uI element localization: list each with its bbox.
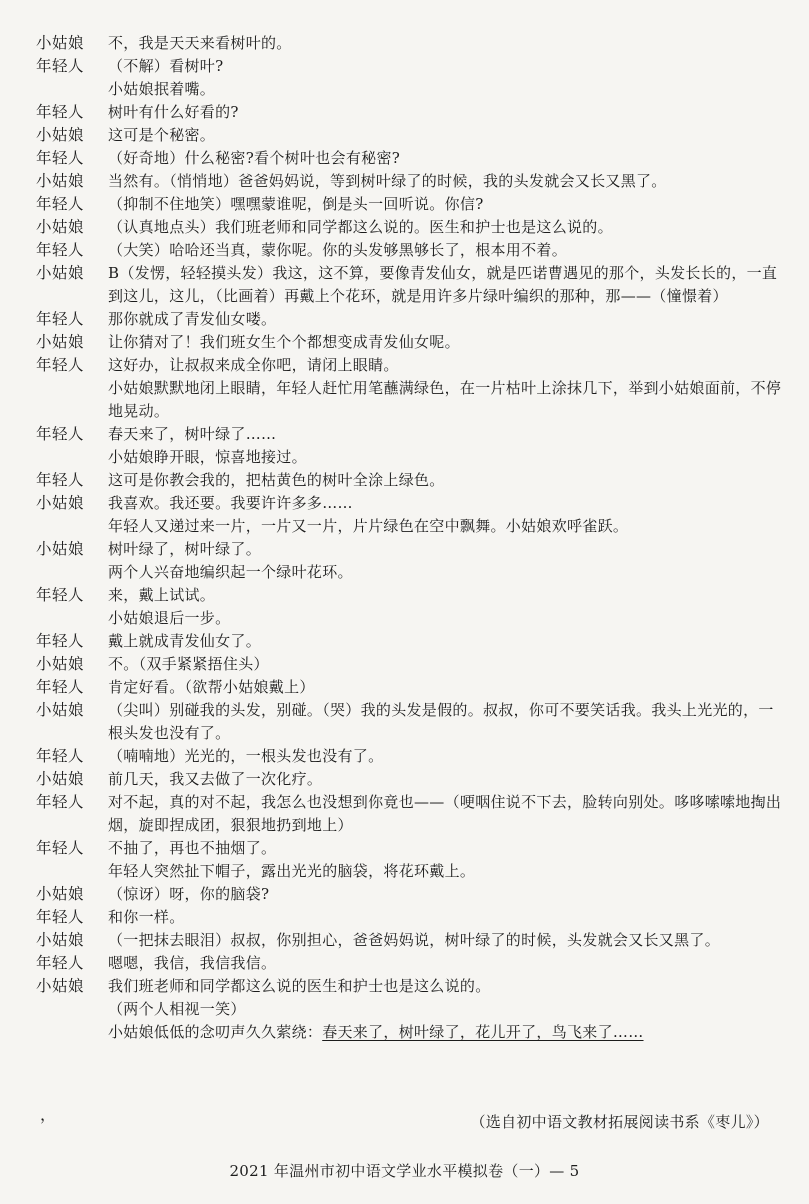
dialogue-line <box>36 768 786 791</box>
dialogue-line <box>36 653 786 676</box>
dialogue-line <box>36 216 786 239</box>
dialogue-line <box>36 745 786 768</box>
speaker-name: 小姑娘 <box>36 34 85 52</box>
dialogue-text: 我们班老师和同学都这么说的医生和护士也是这么说的。 <box>108 977 491 995</box>
speaker-name: 小姑娘 <box>36 264 85 282</box>
speaker-name: 小姑娘 <box>36 977 85 995</box>
speaker-name: 年轻人 <box>36 908 85 926</box>
page-footer: 2021 年温州市初中语文学业水平模拟卷（一）— 5 <box>229 1162 580 1180</box>
final-line-underlined: 春天来了，树叶绿了，花儿开了，鸟飞来了…… <box>322 1023 644 1041</box>
stage-direction-text: 小姑娘抿着嘴。 <box>108 80 216 98</box>
speaker-name: 年轻人 <box>36 425 85 443</box>
dialogue-line <box>36 952 786 975</box>
dialogue-line <box>36 331 786 354</box>
speaker-name: 年轻人 <box>36 241 85 259</box>
dialogue-text: B（发愣，轻轻摸头发）我这，这不算，要像青发仙女，就是匹诺曹遇见的那个，头发长长的，一直到这儿，这儿，（比画着）再戴上个花环，就是用许多片绿叶编织的那种，那——（憧憬着） <box>108 264 778 305</box>
dialogue-text: （大笑）哈哈还当真，蒙你呢。你的头发够黑够长了，根本用不着。 <box>108 241 568 259</box>
speaker-name: 年轻人 <box>36 747 85 765</box>
speaker-name: 小姑娘 <box>36 931 85 949</box>
dialogue-line <box>36 837 786 860</box>
stage-direction <box>36 860 786 883</box>
dialogue-text: （好奇地）什么秘密?看个树叶也会有秘密? <box>108 149 401 167</box>
dialogue-line <box>36 55 786 78</box>
dialogue-line <box>36 883 786 906</box>
dialogue-text: 肯定好看。（欲帮小姑娘戴上） <box>108 678 315 696</box>
dialogue-line <box>36 630 786 653</box>
dialogue-text: 让你猜对了！我们班女生个个都想变成青发仙女呢。 <box>108 333 460 351</box>
dialogue-text: 来，戴上试试。 <box>108 586 216 604</box>
speaker-name: 年轻人 <box>36 57 85 75</box>
dialogue-text: 前几天，我又去做了一次化疗。 <box>108 770 323 788</box>
dialogue-line <box>36 676 786 699</box>
speaker-name: 小姑娘 <box>36 172 85 190</box>
dialogue-line <box>36 975 786 998</box>
speaker-name: 小姑娘 <box>36 218 85 236</box>
dialogue-line <box>36 147 786 170</box>
speaker-name: 年轻人 <box>36 356 85 374</box>
dialogue-line <box>36 584 786 607</box>
speaker-name: 年轻人 <box>36 632 85 650</box>
dialogue-line <box>36 538 786 561</box>
speaker-name: 年轻人 <box>36 839 85 857</box>
stage-direction <box>36 515 786 538</box>
dialogue-line <box>36 32 786 55</box>
dialogue-line <box>36 124 786 147</box>
dialogue-line <box>36 262 786 308</box>
source-citation: （选自初中语文教材拓展阅读书系《枣儿》） <box>470 1113 769 1131</box>
dialogue-text: 树叶有什么好看的? <box>108 103 239 121</box>
speaker-name: 小姑娘 <box>36 655 85 673</box>
speaker-name: 小姑娘 <box>36 885 85 903</box>
dialogue-text: 树叶绿了，树叶绿了。 <box>108 540 262 558</box>
dialogue-text: 戴上就成青发仙女了。 <box>108 632 262 650</box>
speaker-name: 年轻人 <box>36 954 85 972</box>
speaker-name: 小姑娘 <box>36 540 85 558</box>
dialogue-line <box>36 699 786 745</box>
dialogue-line <box>36 469 786 492</box>
speaker-name: 年轻人 <box>36 310 85 328</box>
dialogue-line <box>36 791 786 837</box>
dialogue-text: （不解）看树叶? <box>108 57 224 75</box>
stage-direction-text: 小姑娘退后一步。 <box>108 609 231 627</box>
play-script <box>36 32 786 1044</box>
speaker-name: 年轻人 <box>36 103 85 121</box>
dialogue-line <box>36 239 786 262</box>
stage-direction <box>36 561 786 584</box>
dialogue-line <box>36 929 786 952</box>
dialogue-line <box>36 308 786 331</box>
stage-direction-text: 两个人兴奋地编织起一个绿叶花环。 <box>108 563 353 581</box>
dialogue-text: 和你一样。 <box>108 908 185 926</box>
speaker-name: 年轻人 <box>36 471 85 489</box>
dialogue-text: 对不起，真的对不起，我怎么也没想到你竟也——（哽咽住说不下去，脸转向别处。哆哆嗦嗦地掏出烟，旋即捏成团，狠狠地扔到地上） <box>108 793 782 834</box>
dialogue-text: 那你就成了青发仙女喽。 <box>108 310 277 328</box>
dialogue-text: （抑制不住地笑）嘿嘿蒙谁呢，倒是头一回听说。你信? <box>108 195 484 213</box>
dialogue-line <box>36 906 786 929</box>
speaker-name: 年轻人 <box>36 586 85 604</box>
dialogue-text: 这可是个秘密。 <box>108 126 216 144</box>
margin-mark: ， <box>40 1105 57 1124</box>
stage-direction-text: 小姑娘睁开眼，惊喜地接过。 <box>108 448 307 466</box>
speaker-name: 年轻人 <box>36 793 85 811</box>
dialogue-text: 春天来了，树叶绿了…… <box>108 425 277 443</box>
dialogue-line <box>36 423 786 446</box>
speaker-name: 小姑娘 <box>36 701 85 719</box>
dialogue-text: 当然有。（悄悄地）爸爸妈妈说，等到树叶绿了的时候，我的头发就会又长又黑了。 <box>108 172 667 190</box>
dialogue-line <box>36 101 786 124</box>
dialogue-text: （惊讶）呀，你的脑袋? <box>108 885 270 903</box>
speaker-name: 小姑娘 <box>36 770 85 788</box>
stage-direction-text: 年轻人突然扯下帽子，露出光光的脑袋，将花环戴上。 <box>108 862 476 880</box>
dialogue-line <box>36 193 786 216</box>
dialogue-text: （喃喃地）光光的，一根头发也没有了。 <box>108 747 384 765</box>
stage-direction-text: （两个人相视一笑） <box>108 1000 246 1018</box>
speaker-name: 小姑娘 <box>36 494 85 512</box>
final-line-prefix: 小姑娘低低的念叨声久久萦绕： <box>108 1023 323 1041</box>
stage-direction <box>36 998 786 1021</box>
dialogue-text: 我喜欢。我还要。我要许许多多…… <box>108 494 353 512</box>
dialogue-text: （一把抹去眼泪）叔叔，你别担心，爸爸妈妈说，树叶绿了的时候，头发就会又长又黑了。 <box>108 931 721 949</box>
stage-direction <box>36 78 786 101</box>
final-stage-direction <box>36 1021 786 1044</box>
dialogue-line <box>36 354 786 377</box>
dialogue-text: 不抽了，再也不抽烟了。 <box>108 839 277 857</box>
speaker-name: 年轻人 <box>36 678 85 696</box>
dialogue-text: （尖叫）别碰我的头发，别碰。（哭）我的头发是假的。叔叔，你可不要笑话我。我头上光光的，一根头发也没有了。 <box>108 701 774 742</box>
dialogue-line <box>36 492 786 515</box>
stage-direction <box>36 377 786 423</box>
dialogue-text: 这可是你教会我的，把枯黄色的树叶全涂上绿色。 <box>108 471 445 489</box>
speaker-name: 小姑娘 <box>36 333 85 351</box>
dialogue-text: 不，我是天天来看树叶的。 <box>108 34 292 52</box>
speaker-name: 年轻人 <box>36 149 85 167</box>
dialogue-text: 嗯嗯，我信，我信我信。 <box>108 954 277 972</box>
stage-direction-text: 小姑娘默默地闭上眼睛，年轻人赶忙用笔蘸满绿色，在一片枯叶上涂抹几下，举到小姑娘面前，不停地晃动。 <box>108 379 782 420</box>
dialogue-line <box>36 170 786 193</box>
dialogue-text: 这好办，让叔叔来成全你吧，请闭上眼睛。 <box>108 356 399 374</box>
dialogue-text: 不。（双手紧紧捂住头） <box>108 655 269 673</box>
speaker-name: 年轻人 <box>36 195 85 213</box>
stage-direction-text: 年轻人又递过来一片，一片又一片，片片绿色在空中飘舞。小姑娘欢呼雀跃。 <box>108 517 629 535</box>
stage-direction <box>36 446 786 469</box>
speaker-name: 小姑娘 <box>36 126 85 144</box>
dialogue-text: （认真地点头）我们班老师和同学都这么说的。医生和护士也是这么说的。 <box>108 218 613 236</box>
stage-direction <box>36 607 786 630</box>
